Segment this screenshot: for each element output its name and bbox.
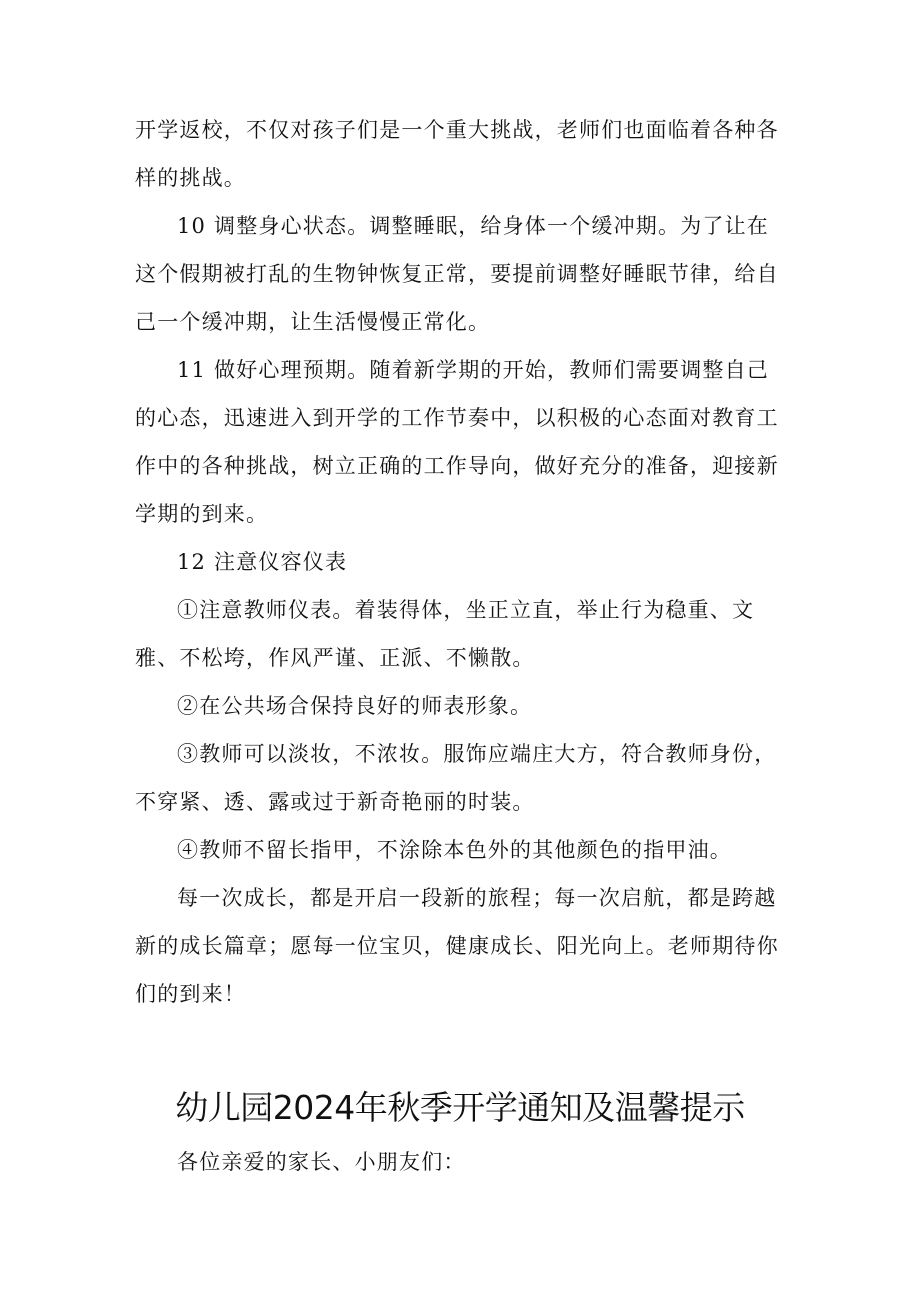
paragraph-item-12: 12 注意仪容仪表: [177, 550, 348, 574]
notice-title: 幼儿园2024年秋季开学通知及温馨提示: [175, 1088, 745, 1127]
paragraph-sub-3: ③教师可以淡妆，不浓妆。服饰应端庄大方，符合教师身份，不穿紧、透、露或过于新奇艳丽的时装。: [135, 742, 777, 814]
paragraph-item-11: 11 做好心理预期。随着新学期的开始，教师们需要调整自己的心态，迅速进入到开学的工作节奏中，以积极的心态面对教育工作中的各种挑战，树立正确的工作导向，做好充分的准备，迎接新学期的到来。: [135, 358, 779, 526]
paragraph-closing: 每一次成长，都是开启一段新的旅程；每一次启航，都是跨越新的成长篇章；愿每一位宝贝，健康成长、阳光向上。老师期待你们的到来！: [135, 886, 779, 1006]
paragraph-item-10: 10 调整身心状态。调整睡眠，给身体一个缓冲期。为了让在这个假期被打乱的生物钟恢复正常，要提前调整好睡眠节律，给自己一个缓冲期，让生活慢慢正常化。: [135, 214, 779, 334]
paragraph-sub-4: ④教师不留长指甲，不涂除本色外的其他颜色的指甲油。: [177, 838, 732, 862]
paragraph-sub-2: ②在公共场合保持良好的师表形象。: [177, 694, 533, 718]
paragraph-sub-1: ①注意教师仪表。着装得体，坐正立直，举止行为稳重、文雅、不松垮，作风严谨、正派、不懒散。: [135, 598, 755, 670]
greeting: 各位亲爱的家长、小朋友们：: [177, 1150, 466, 1174]
paragraph-intro: 开学返校，不仅对孩子们是一个重大挑战，老师们也面临着各种各样的挑战。: [135, 118, 779, 190]
